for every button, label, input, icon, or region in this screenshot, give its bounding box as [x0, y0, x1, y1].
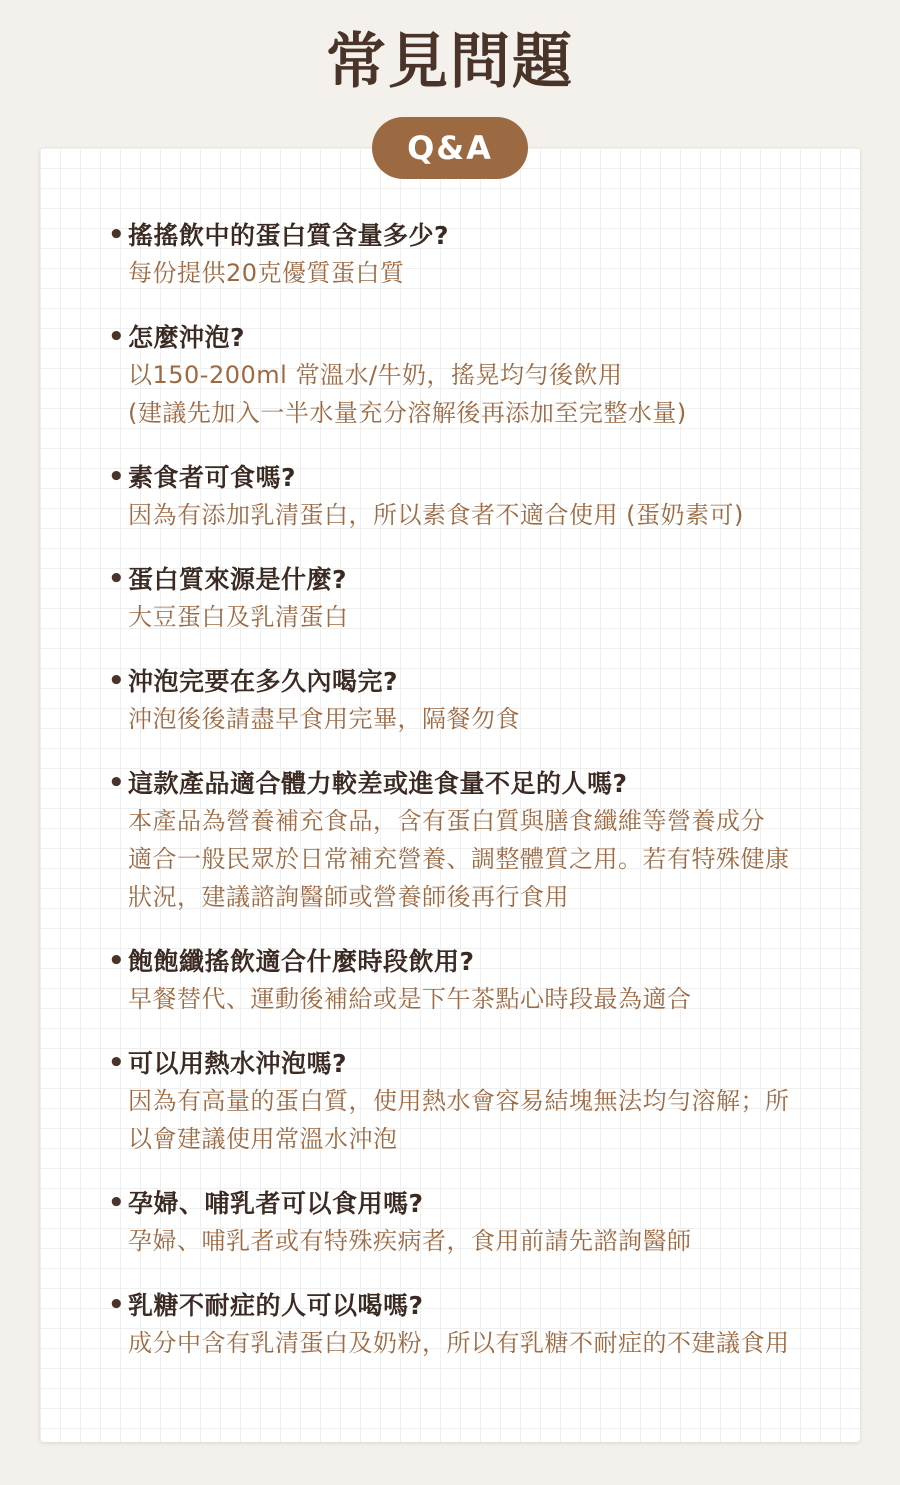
qa-badge: Q&A — [372, 117, 528, 179]
bullet-icon: • — [108, 462, 125, 492]
page-title: 常見問題 — [326, 27, 574, 97]
faq-answer-line: 以150-200ml 常溫水/牛奶，搖晃均勻後飲用 — [128, 361, 623, 389]
bullet-icon: • — [108, 220, 125, 250]
faq-answer-line: 因為有添加乳清蛋白，所以素食者不適合使用 (蛋奶素可) — [128, 501, 744, 529]
faq-answer-line: (建議先加入一半水量充分溶解後再添加至完整水量) — [128, 399, 687, 427]
bullet-icon: • — [108, 946, 125, 976]
bullet-icon: • — [108, 564, 125, 594]
faq-item — [104, 217, 824, 292]
faq-item — [104, 561, 824, 636]
faq-answer-line: 適合一般民眾於日常補充營養、調整體質之用。若有特殊健康 — [128, 845, 790, 873]
faq-answer-line: 孕婦、哺乳者或有特殊疾病者，食用前請先諮詢醫師 — [128, 1227, 692, 1255]
faq-question: 搖搖飲中的蛋白質含量多少? — [128, 221, 450, 250]
bullet-icon: • — [108, 1290, 125, 1320]
faq-question: 蛋白質來源是什麼? — [128, 565, 348, 594]
faq-item — [104, 1287, 824, 1362]
faq-question: 怎麼沖泡? — [128, 323, 246, 352]
bullet-icon: • — [108, 1048, 125, 1078]
faq-item — [104, 1045, 824, 1158]
faq-question: 素食者可食嗎? — [128, 463, 297, 492]
bullet-icon: • — [108, 666, 125, 696]
bullet-icon: • — [108, 322, 125, 352]
faq-question: 這款產品適合體力較差或進食量不足的人嗎? — [128, 769, 628, 798]
bullet-icon: • — [108, 768, 125, 798]
faq-item — [104, 459, 824, 534]
faq-item — [104, 765, 824, 916]
faq-answer-line: 狀況，建議諮詢醫師或營養師後再行食用 — [128, 883, 569, 911]
faq-answer-line: 以會建議使用常溫水沖泡 — [128, 1125, 398, 1153]
faq-answer-line: 大豆蛋白及乳清蛋白 — [128, 603, 349, 631]
bullet-icon: • — [108, 1188, 125, 1218]
faq-question: 沖泡完要在多久內喝完? — [128, 667, 399, 696]
faq-item — [104, 663, 824, 738]
faq-question: 飽飽纖搖飲適合什麼時段飲用? — [128, 947, 475, 976]
faq-answer-line: 本產品為營養補充食品，含有蛋白質與膳食纖維等營養成分 — [128, 807, 765, 835]
faq-answer-line: 每份提供20克優質蛋白質 — [128, 259, 405, 287]
faq-question: 乳糖不耐症的人可以喝嗎? — [128, 1291, 424, 1320]
faq-answer-line: 成分中含有乳清蛋白及奶粉，所以有乳糖不耐症的不建議食用 — [128, 1329, 790, 1357]
faq-question: 孕婦、哺乳者可以食用嗎? — [128, 1189, 424, 1218]
faq-answer-line: 因為有高量的蛋白質，使用熱水會容易結塊無法均勻溶解；所 — [128, 1087, 790, 1115]
faq-item — [104, 1185, 824, 1260]
faq-question: 可以用熱水沖泡嗎? — [128, 1049, 348, 1078]
faq-item — [104, 319, 824, 432]
faq-list — [104, 217, 824, 1389]
faq-item — [104, 943, 824, 1018]
faq-answer-line: 沖泡後後請盡早食用完畢，隔餐勿食 — [128, 705, 520, 733]
faq-answer-line: 早餐替代、運動後補給或是下午茶點心時段最為適合 — [128, 985, 692, 1013]
